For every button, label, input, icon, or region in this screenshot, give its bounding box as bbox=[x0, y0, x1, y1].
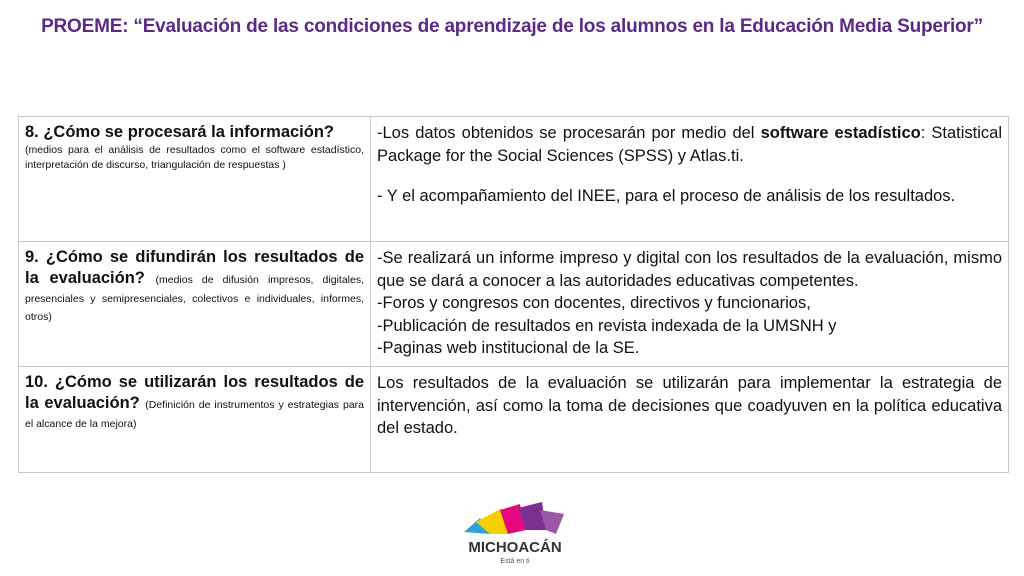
table-row bbox=[19, 242, 1009, 367]
answer-text: -Los datos obtenidos se procesarán por medio del bbox=[377, 124, 761, 142]
question-cell bbox=[19, 242, 371, 367]
answer-cell bbox=[371, 367, 1009, 473]
answer-cell bbox=[371, 242, 1009, 367]
answer-line: -Foros y congresos con docentes, directivos y funcionarios, bbox=[377, 294, 811, 312]
question-text: 8. ¿Cómo se procesará la información? bbox=[25, 123, 335, 141]
answer-bold-text: software estadístico bbox=[760, 124, 921, 142]
michoacan-logo bbox=[450, 500, 580, 570]
question-note: (medios para el análisis de resultados como el software estadístico, interpretación de discurso, triangulación de respuestas ) bbox=[25, 144, 364, 171]
answer-line: Los resultados de la evaluación se utilizarán para implementar la estrategia de intervención, así como la toma de decisiones que coadyuven en la política educativa del estado. bbox=[377, 374, 1002, 437]
question-cell bbox=[19, 367, 371, 473]
question-text: 10. ¿Cómo se utilizarán los resultados de la evaluación? bbox=[25, 373, 364, 412]
question-cell bbox=[19, 117, 371, 242]
answer-cell bbox=[371, 117, 1009, 242]
answer-text: : Statistical Package for the Social Sciences (SPSS) y Atlas.ti. bbox=[377, 124, 1003, 165]
answer-line: - Y el acompañamiento del INEE, para el proceso de análisis de los resultados. bbox=[377, 187, 956, 205]
page-title: PROEME: “Evaluación de las condiciones de aprendizaje de los alumnos en la Educación Media Superior” bbox=[41, 16, 983, 37]
question-note: (Definición de instrumentos y estrategias para el alcance de la mejora) bbox=[25, 399, 364, 430]
answer-line bbox=[377, 122, 1002, 167]
table-row bbox=[19, 367, 1009, 473]
logo-wordmark: MICHOACÁN bbox=[468, 539, 562, 556]
answer-line: -Paginas web institucional de la SE. bbox=[377, 339, 640, 357]
info-table bbox=[18, 116, 1009, 473]
answer-line: -Se realizará un informe impreso y digital con los resultados de la evaluación, mismo que se dará a conocer a las autoridades educativas competentes. bbox=[377, 249, 1002, 290]
table-row bbox=[19, 117, 1009, 242]
spacer bbox=[377, 167, 1002, 185]
answer-line: -Publicación de resultados en revista indexada de la UMSNH y bbox=[377, 316, 837, 335]
question-text: 9. ¿Cómo se difundirán los resultados de la evaluación? bbox=[25, 248, 364, 287]
question-note: (medios de difusión impresos, digitales, presenciales y semipresenciales, colectivos e individuales, informes, otros) bbox=[25, 274, 364, 323]
logo-tagline: Está en ti bbox=[500, 558, 530, 565]
